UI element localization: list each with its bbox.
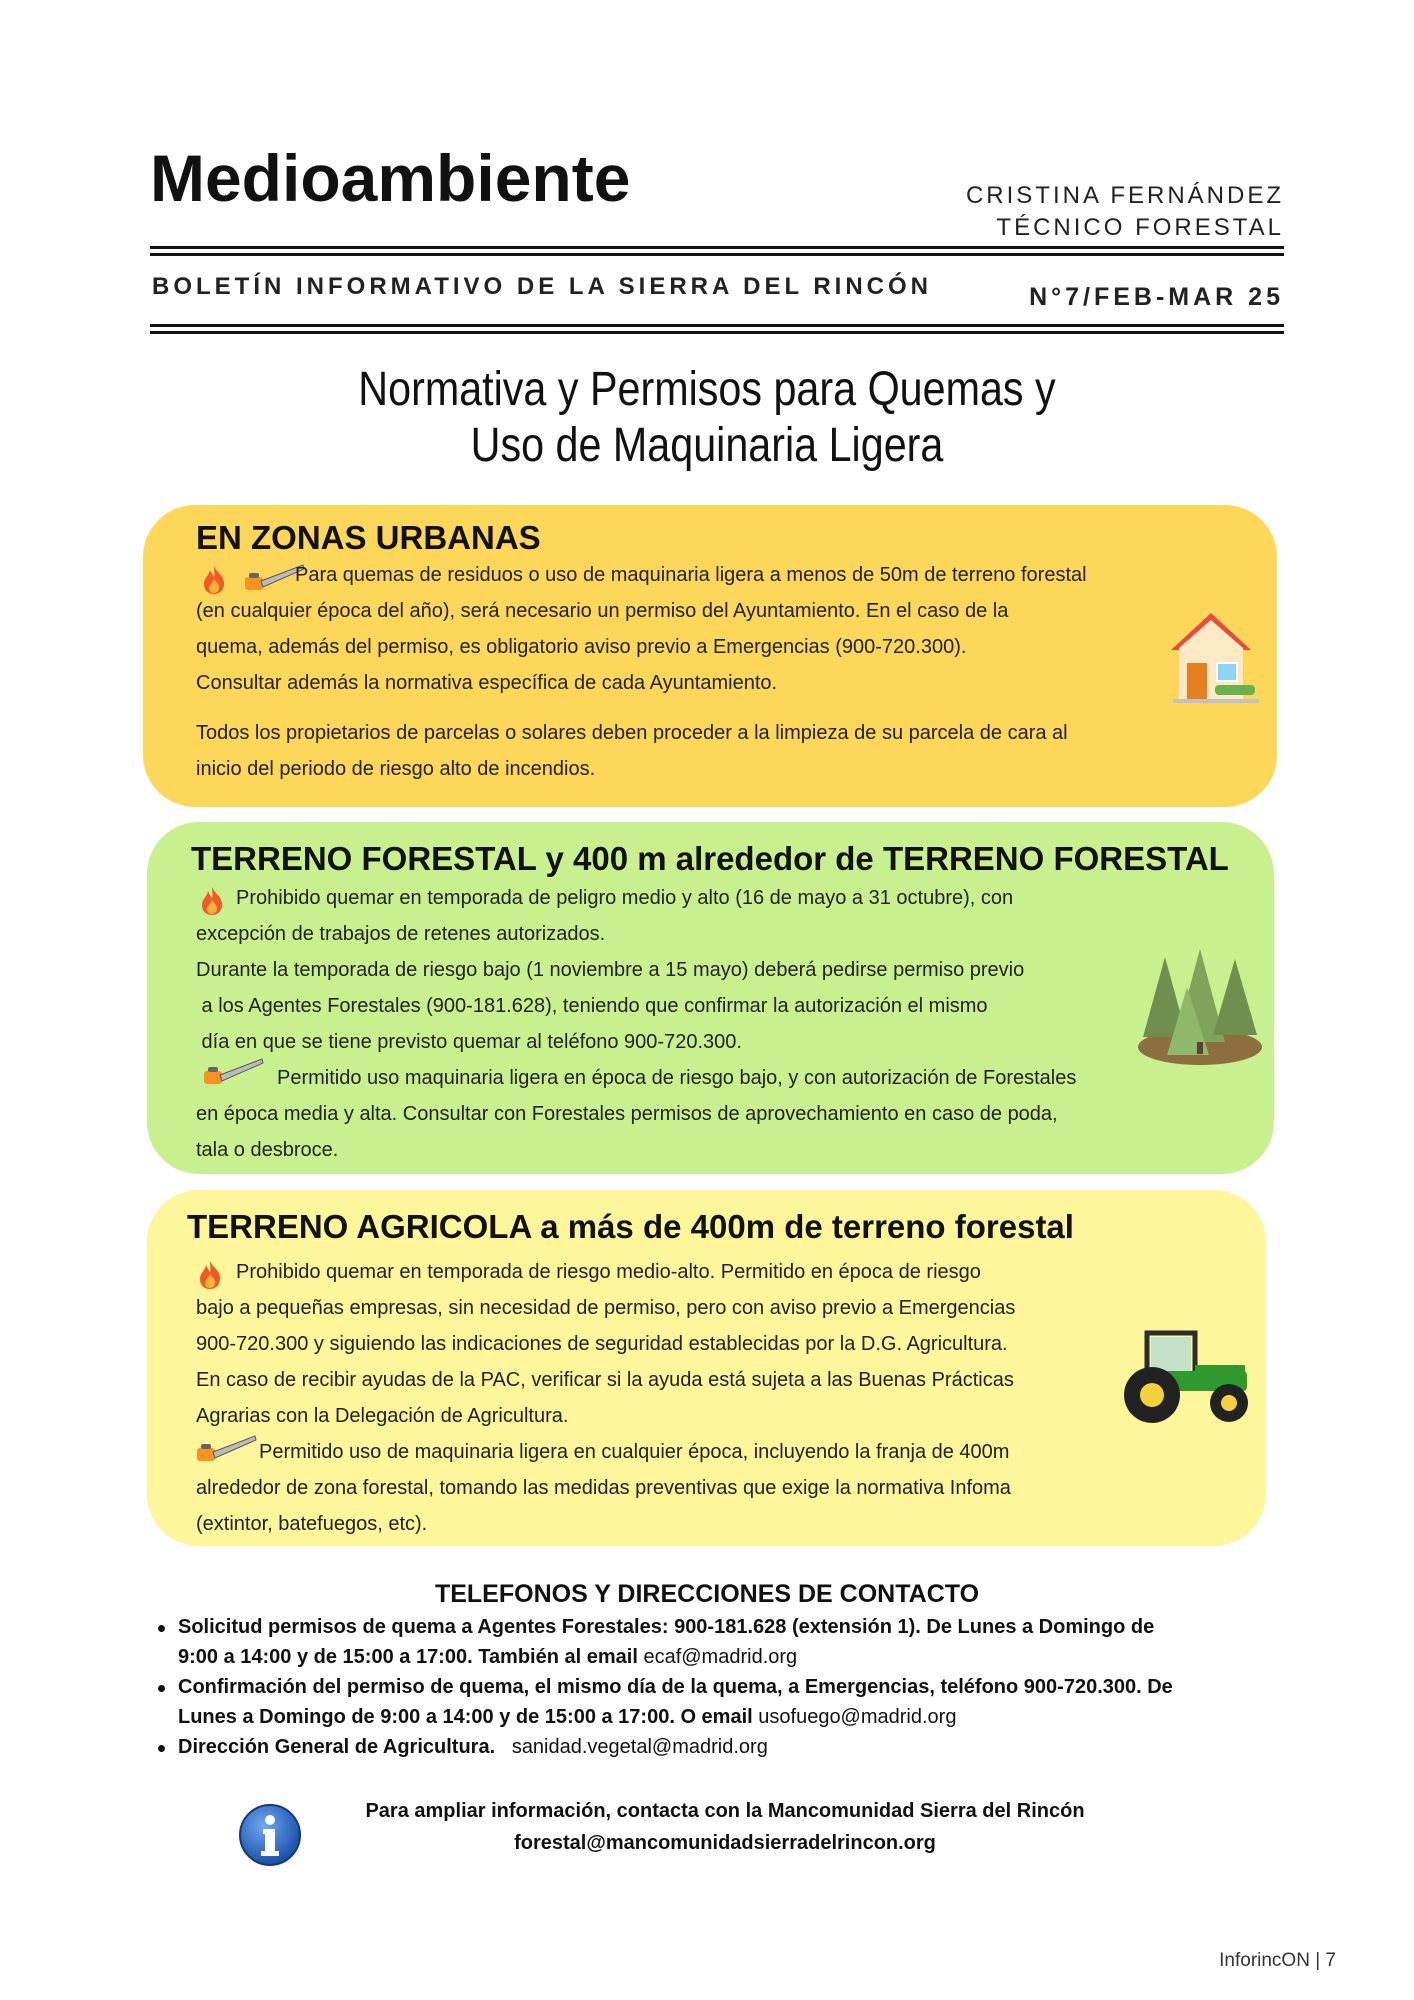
email-link[interactable]: usofuego@madrid.org bbox=[758, 1706, 957, 1728]
article-headline: Normativa y Permisos para Quemas y Uso de Maquinaria Ligera bbox=[358, 363, 1056, 472]
email-link[interactable]: sanidad.vegetal@madrid.org bbox=[511, 1736, 768, 1758]
author-role: TÉCNICO FORESTAL bbox=[996, 214, 1284, 241]
header-rule bbox=[150, 246, 1284, 249]
page-title: Medioambiente bbox=[150, 141, 631, 215]
fire-icon bbox=[197, 1260, 223, 1290]
tractor-icon bbox=[1117, 1325, 1257, 1425]
fire-icon bbox=[199, 886, 225, 916]
trees-icon bbox=[1135, 947, 1265, 1067]
email-link[interactable]: ecaf@madrid.org bbox=[643, 1646, 798, 1668]
section-forestal: TERRENO FORESTAL y 400 m alrededor de TERRENO FORESTAL Prohibido quemar en temporada de peligro medio y alto (16 de mayo a 31 octubre), con excepción de trabajos de retenes autorizados. Durante la temporada de riesgo bajo (1 noviembre a 15 mayo) deberá pedirse permiso previo a los Agentes Forestales (900-181.628), teniendo que confirmar la autorización el mismo día en que se tiene previsto quemar al teléfono 900-720.300. Permitido uso maquinaria ligera en época de riesgo bajo, y con autorización de Forestales en época media y alta. Consultar con Forestales permisos de aprovechamiento en caso de poda, tala o desbroce. bbox=[147, 822, 1274, 1174]
section-title: TERRENO AGRICOLA a más de 400m de terreno forestal bbox=[187, 1208, 1074, 1245]
author-name: CRISTINA FERNÁNDEZ bbox=[965, 182, 1284, 209]
issue-number: N°7/FEB-MAR 25 bbox=[1029, 283, 1284, 311]
email-link[interactable]: forestal@mancomunidadsierradelrincon.org bbox=[514, 1832, 936, 1854]
contacts-heading: TELEFONOS Y DIRECCIONES DE CONTACTO bbox=[434, 1580, 980, 1608]
list-item: Solicitud permisos de quema a Agentes Forestales: 900-181.628 (extensión 1). De Lunes a Domingo de 9:00 a 14:00 y de 15:00 a 17:00. También al email ecaf@madrid.org bbox=[140, 1612, 1290, 1672]
page-footer: InforincON | 7 bbox=[1219, 1950, 1336, 1971]
list-item: Dirección General de Agricultura. sanidad.vegetal@madrid.org bbox=[140, 1732, 1290, 1762]
header-rule bbox=[150, 324, 1284, 327]
contacts-list bbox=[140, 1612, 1290, 1762]
house-icon bbox=[1161, 605, 1263, 705]
section-title: EN ZONAS URBANAS bbox=[196, 519, 541, 556]
section-urban: EN ZONAS URBANAS Para quemas de residuos o uso de maquinaria ligera a menos de 50m de terreno forestal (en cualquier época del año), será necesario un permiso del Ayuntamiento. En el caso de la quema, además del permiso, es obligatorio aviso previo a Emergencias (900-720.300). Consultar además la normativa específica de cada Ayuntamiento. Todos los propietarios de parcelas o solares deben proceder a la limpieza de su parcela de cara al inicio del periodo de riesgo alto de incendios. bbox=[143, 505, 1277, 807]
section-agricola: TERRENO AGRICOLA a más de 400m de terreno forestal Prohibido quemar en temporada de riesgo medio-alto. Permitido en época de riesgo bajo a pequeñas empresas, sin necesidad de permiso, pero con aviso previo a Emergencias 900-720.300 y siguiendo las indicaciones de seguridad establecidas por la D.G. Agricultura. En caso de recibir ayudas de la PAC, verificar si la ayuda está sujeta a las Buenas Prácticas Agrarias con la Delegación de Agricultura. Permitido uso de maquinaria ligera en cualquier época, incluyendo la franja de 400m alrededor de zona forestal, tomando las medidas preventivas que exige la normativa Infoma (extintor, batefuegos, etc). bbox=[147, 1190, 1266, 1546]
header-rule bbox=[150, 331, 1284, 334]
more-info: Para ampliar información, contacta con la Mancomunidad Sierra del Rincón forestal@mancomunidadsierradelrincon.org bbox=[260, 1795, 1190, 1859]
chainsaw-icon bbox=[195, 1434, 257, 1466]
section-title: TERRENO FORESTAL y 400 m alrededor de TERRENO FORESTAL bbox=[191, 840, 1229, 877]
bulletin-name: BOLETÍN INFORMATIVO DE LA SIERRA DEL RINCÓN bbox=[152, 273, 933, 300]
author-block bbox=[966, 180, 1284, 244]
header-rule bbox=[150, 253, 1284, 256]
fire-icon bbox=[201, 565, 227, 595]
chainsaw-icon bbox=[202, 1057, 264, 1089]
list-item: Confirmación del permiso de quema, el mismo día de la quema, a Emergencias, teléfono 900-720.300. De Lunes a Domingo de 9:00 a 14:00 y de 15:00 a 17:00. O email usofuego@madrid.org bbox=[140, 1672, 1290, 1732]
